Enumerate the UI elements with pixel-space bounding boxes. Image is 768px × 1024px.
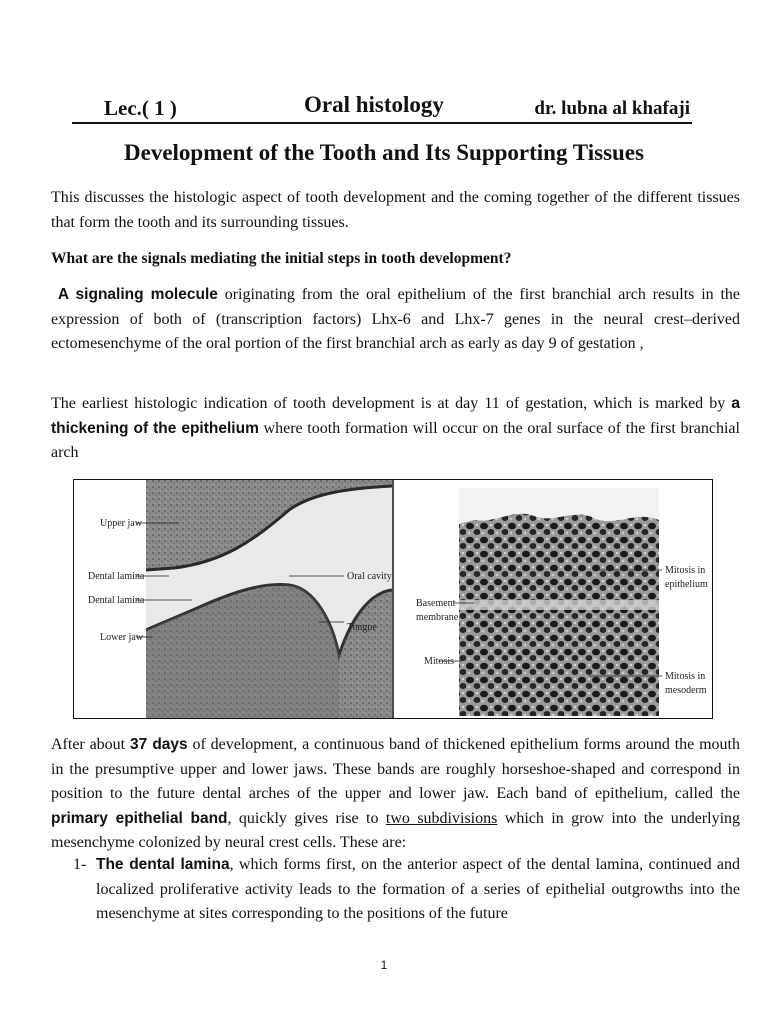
left-micrograph — [146, 480, 392, 718]
list-bold: The dental lamina — [96, 856, 230, 873]
page-number: 1 — [380, 958, 388, 972]
label-basement-1: Basement — [416, 598, 456, 609]
label-basement-2: membrane — [416, 612, 459, 623]
band-primary: primary epithelial band — [51, 809, 228, 827]
band-text-4: which in grow into the underlying mesenchyme colonized by neural crest cells. These are: — [51, 809, 741, 851]
earliest-paragraph — [51, 392, 740, 466]
label-lower-jaw: Lower jaw — [100, 632, 144, 643]
page-title: Development of the Tooth and Its Supporting Tissues — [124, 140, 644, 165]
histology-figure — [73, 479, 713, 719]
label-mitosis-mesoderm-1: Mitosis in — [665, 671, 706, 682]
histology-figure-svg — [74, 480, 712, 718]
subject-title: Oral histology — [304, 92, 444, 117]
label-mitosis-epithelium-1: Mitosis in — [665, 565, 706, 576]
author-name: dr. lubna al khafaji — [534, 98, 690, 119]
band-days: 37 days — [129, 736, 188, 753]
label-mitosis-epithelium-2: epithelium — [665, 579, 708, 590]
label-upper-jaw: Upper jaw — [100, 518, 142, 529]
band-text-1: After about — [51, 736, 130, 753]
label-dental-lamina-2: Dental lamina — [88, 595, 145, 606]
band-paragraph — [51, 733, 740, 856]
band-text-3: , quickly gives rise to — [227, 809, 386, 827]
label-oral-cavity: Oral cavity — [347, 571, 392, 582]
lecture-number: Lec.( 1 ) — [104, 96, 177, 120]
signaling-text: originating from the oral epithelium of the first branchial arch results in the expression of both of (transcription factors) Lhx-6 and Lhx-7 genes in the neural crest–derived ectomesenchyme of the oral portion of the first branchial arch as early as day 9 of gestation , — [51, 286, 740, 352]
earliest-text-2: where tooth formation will occur on the oral surface of the first branchial arch — [51, 419, 740, 461]
label-mitosis: Mitosis — [424, 656, 455, 667]
earliest-bold: a thickening of the epithelium — [51, 395, 740, 437]
question-heading: What are the signals mediating the initial steps in tooth development? — [51, 250, 512, 267]
lecture-header — [72, 92, 692, 124]
signaling-paragraph — [51, 283, 740, 357]
right-micrograph — [459, 488, 659, 716]
signaling-lead: A signaling molecule — [57, 286, 218, 303]
list-number: 1- — [73, 856, 87, 873]
intro-paragraph: This discusses the histologic aspect of tooth development and the coming together of the different tissues that form the tooth and its surrounding tissues. — [51, 189, 740, 231]
band-two-subdivisions: two subdivisions — [385, 809, 498, 827]
label-dental-lamina-1: Dental lamina — [88, 571, 145, 582]
earliest-text-1: The earliest histologic indication of tooth development is at day 11 of gestation, which is marked by — [51, 395, 732, 412]
list-body: , which forms first, on the anterior aspect of the dental lamina, continued and localized proliferative activity leads to the formation of a series of epithelial outgrowths into the mesenchyme at sites corresponding to the positions of the future — [96, 856, 740, 922]
list-text — [96, 853, 740, 927]
band-text-2: of development, a continuous band of thickened epithelium forms around the mouth in the presumptive upper and lower jaws. These bands are roughly horseshoe-shaped and correspond in position to the future dental arches of the upper and lower jaw. Each band of epithelium, called the — [51, 736, 740, 802]
label-tongue: Tongue — [347, 622, 377, 633]
label-mitosis-mesoderm-2: mesoderm — [665, 685, 707, 696]
